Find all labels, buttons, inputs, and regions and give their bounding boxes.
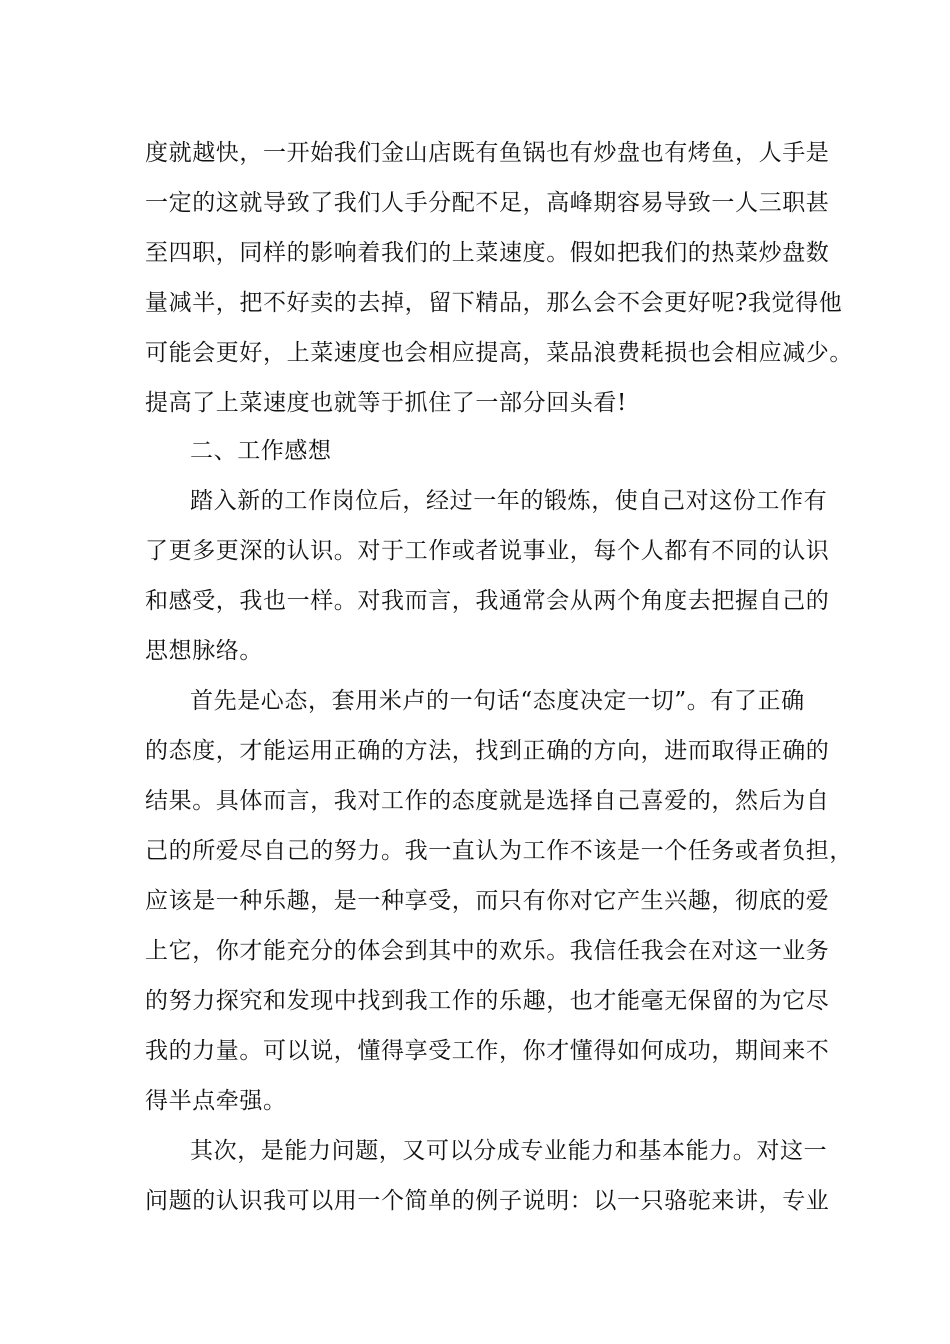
- paragraph-line: 应该是一种乐趣，是一种享受，而只有你对它产生兴趣，彻底的爱: [145, 888, 830, 914]
- paragraph-line: 了更多更深的认识。对于工作或者说事业，每个人都有不同的认识: [145, 538, 830, 564]
- section-heading: 二、工作感想: [190, 438, 332, 464]
- paragraph-line: 量减半，把不好卖的去掉，留下精品，那么会不会更好呢?我觉得他: [145, 290, 843, 316]
- paragraph-line: 首先是心态，套用米卢的一句话“态度决定一切”。有了正确: [190, 688, 805, 714]
- paragraph-line: 一定的这就导致了我们人手分配不足，高峰期容易导致一人三职甚: [145, 190, 830, 216]
- paragraph-line: 得半点牵强。: [145, 1088, 287, 1114]
- paragraph-line: 其次，是能力问题，又可以分成专业能力和基本能力。对这一: [190, 1138, 828, 1164]
- paragraph-line: 问题的认识我可以用一个简单的例子说明：以一只骆驼来讲，专业: [145, 1188, 830, 1214]
- paragraph-line: 己的所爱尽自己的努力。我一直认为工作不该是一个任务或者负担，: [145, 838, 853, 864]
- paragraph-line: 我的力量。可以说，懂得享受工作，你才懂得如何成功，期间来不: [145, 1038, 830, 1064]
- paragraph-line: 踏入新的工作岗位后，经过一年的锻炼，使自己对这份工作有: [190, 488, 828, 514]
- paragraph-line: 可能会更好，上菜速度也会相应提高，菜品浪费耗损也会相应减少。: [145, 340, 853, 366]
- paragraph-line: 的努力探究和发现中找到我工作的乐趣，也才能毫无保留的为它尽: [145, 988, 830, 1014]
- paragraph-line: 结果。具体而言，我对工作的态度就是选择自己喜爱的，然后为自: [145, 788, 830, 814]
- paragraph-line: 和感受，我也一样。对我而言，我通常会从两个角度去把握自己的: [145, 588, 830, 614]
- paragraph-line: 至四职，同样的影响着我们的上菜速度。假如把我们的热菜炒盘数: [145, 240, 830, 266]
- paragraph-line: 提高了上菜速度也就等于抓住了一部分回头看!: [145, 390, 627, 416]
- paragraph-line: 的态度，才能运用正确的方法，找到正确的方向，进而取得正确的: [145, 738, 830, 764]
- paragraph-line: 度就越快，一开始我们金山店既有鱼锅也有炒盘也有烤鱼，人手是: [145, 140, 830, 166]
- paragraph-line: 上它，你才能充分的体会到其中的欢乐。我信任我会在对这一业务: [145, 938, 830, 964]
- paragraph-line: 思想脉络。: [145, 638, 263, 664]
